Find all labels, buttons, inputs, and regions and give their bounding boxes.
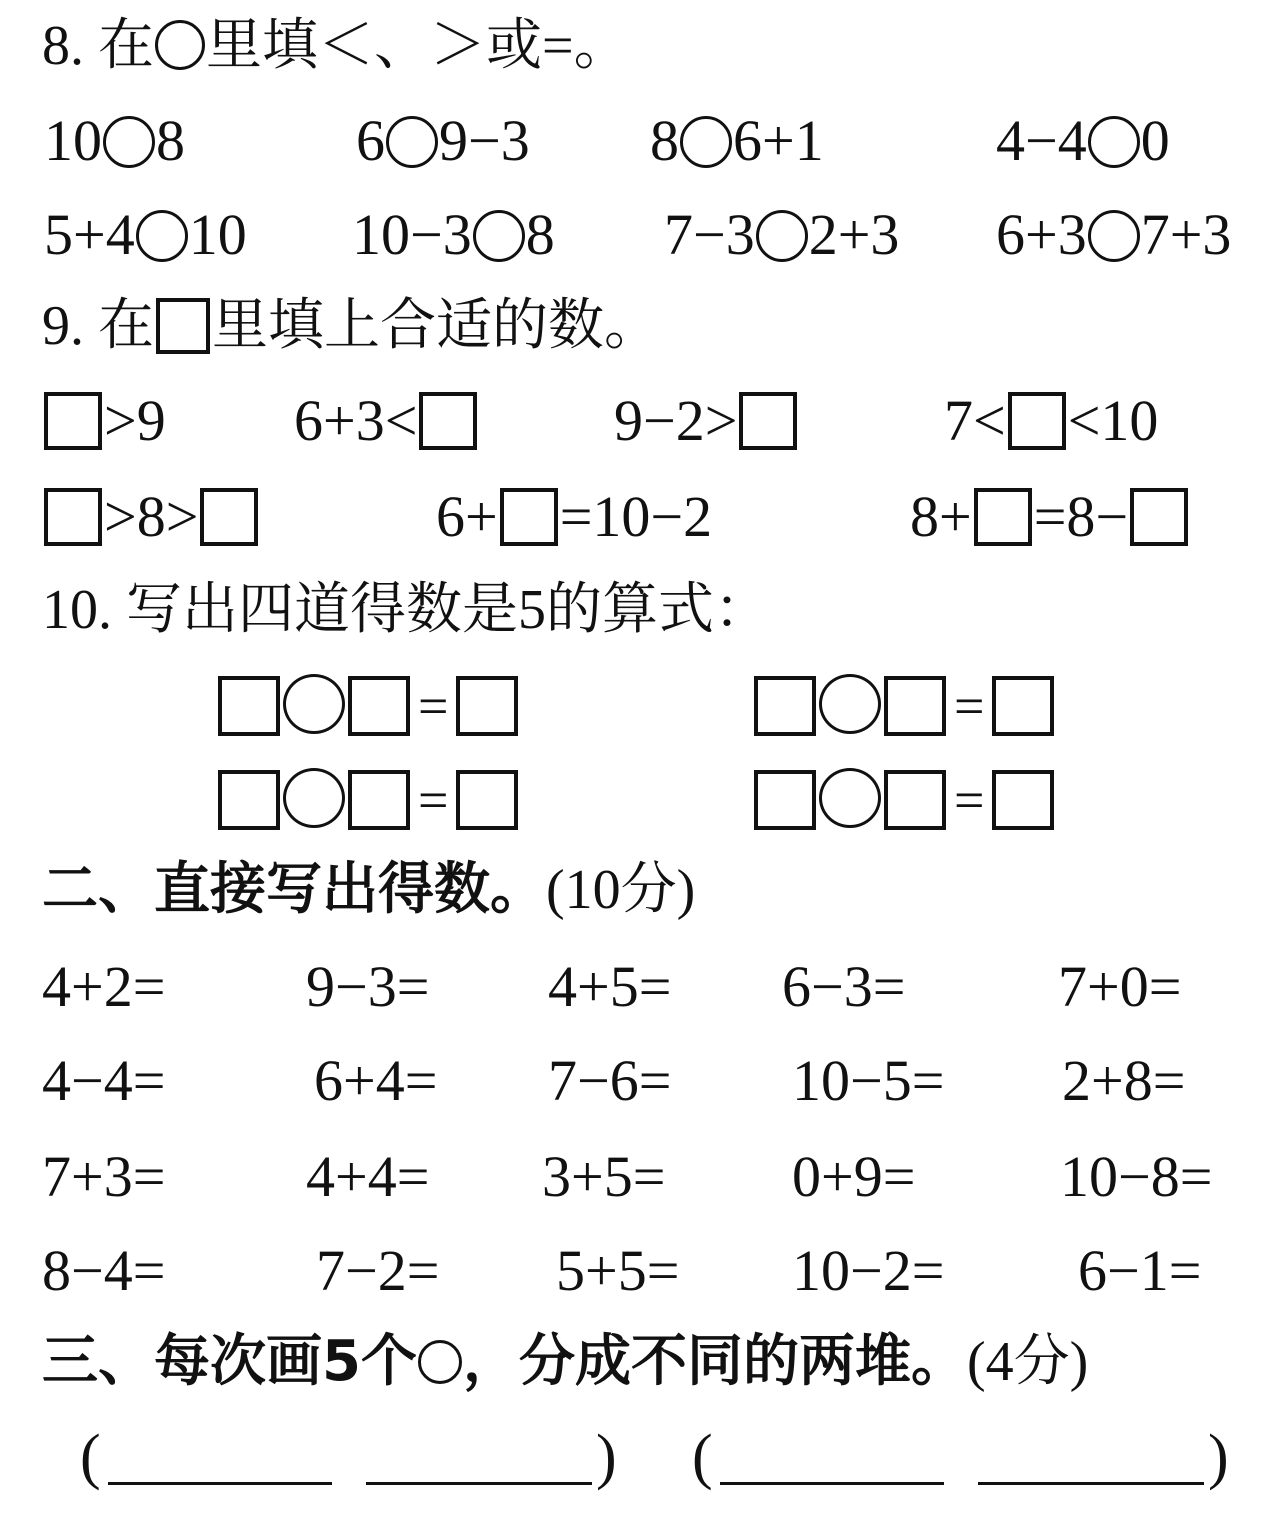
calc-item: 8−4= xyxy=(42,1238,166,1303)
answer-blank[interactable] xyxy=(366,1482,592,1485)
answer-circle[interactable] xyxy=(1088,116,1140,168)
q10-equation: = xyxy=(216,768,520,830)
circle-icon xyxy=(155,20,205,70)
calc-item: 10−2= xyxy=(792,1238,945,1303)
calc-item: 5+5= xyxy=(556,1238,680,1303)
q9-item: 7< <10 xyxy=(944,388,1159,453)
answer-circle[interactable] xyxy=(283,768,345,828)
answer-circle[interactable] xyxy=(819,674,881,734)
q8-number: 8. xyxy=(42,15,84,77)
answer-box[interactable] xyxy=(44,488,102,546)
q8-item: 7−3 2+3 xyxy=(664,202,900,267)
answer-box[interactable] xyxy=(456,676,518,736)
answer-circle[interactable] xyxy=(103,116,155,168)
answer-circle[interactable] xyxy=(283,674,345,734)
answer-box[interactable] xyxy=(348,770,410,830)
answer-blank[interactable] xyxy=(108,1482,332,1485)
q9-item: 9−2> xyxy=(614,392,799,450)
calc-item: 6−1= xyxy=(1078,1238,1202,1303)
answer-box[interactable] xyxy=(218,676,280,736)
answer-box[interactable] xyxy=(200,488,258,546)
answer-circle[interactable] xyxy=(756,210,808,262)
q10-equation: = xyxy=(216,674,520,736)
q8-item: 4−4 0 xyxy=(996,108,1170,173)
answer-box[interactable] xyxy=(754,676,816,736)
q10-equation: = xyxy=(752,768,1056,830)
answer-circle[interactable] xyxy=(819,768,881,828)
answer-circle[interactable] xyxy=(680,116,732,168)
section2-title: 二、直接写出得数。(10分) xyxy=(42,857,696,922)
calc-item: 7+3= xyxy=(42,1144,166,1209)
answer-box[interactable] xyxy=(218,770,280,830)
answer-circle[interactable] xyxy=(473,210,525,262)
calc-item: 4+5= xyxy=(548,954,672,1019)
answer-box[interactable] xyxy=(884,676,946,736)
q10-number: 10. xyxy=(42,579,112,641)
q8-item: 10 8 xyxy=(44,108,185,173)
q8-item: 10−3 8 xyxy=(352,202,555,267)
section3-title: 三、每次画5个 ，分成不同的两堆。(4分) xyxy=(42,1329,1089,1394)
q9-title: 9. 在 里填上合适的数。 xyxy=(42,295,660,357)
calc-item: 4−4= xyxy=(42,1048,166,1113)
calc-item: 7−2= xyxy=(316,1238,440,1303)
open-paren: ( xyxy=(692,1423,713,1491)
calc-item: 7−6= xyxy=(548,1048,672,1113)
q9-item: 6+ =10−2 xyxy=(436,484,713,549)
q9-item: >8> xyxy=(42,488,260,546)
answer-box[interactable] xyxy=(500,488,558,546)
calc-item: 4+4= xyxy=(306,1144,430,1209)
square-icon xyxy=(156,298,210,354)
answer-box[interactable] xyxy=(992,770,1054,830)
q8-title: 8. 在 里填＜、＞或=。 xyxy=(42,15,630,77)
q9-item: 8+ =8− xyxy=(910,488,1190,546)
answer-circle[interactable] xyxy=(386,116,438,168)
answer-box[interactable] xyxy=(348,676,410,736)
q9-item: >9 xyxy=(42,392,166,450)
answer-blank[interactable] xyxy=(720,1482,944,1485)
q8-item: 8 6+1 xyxy=(650,108,824,173)
answer-box[interactable] xyxy=(754,770,816,830)
q9-number: 9. xyxy=(42,295,84,357)
answer-box[interactable] xyxy=(884,770,946,830)
answer-box[interactable] xyxy=(1130,488,1188,546)
q10-equation: = xyxy=(752,674,1056,736)
answer-box[interactable] xyxy=(974,488,1032,546)
circle-icon xyxy=(418,1340,462,1384)
q8-item: 6+3 7+3 xyxy=(996,202,1232,267)
calc-item: 10−5= xyxy=(792,1048,945,1113)
q10-title: 10. 写出四道得数是5的算式： xyxy=(42,579,770,641)
calc-item: 9−3= xyxy=(306,954,430,1019)
answer-box[interactable] xyxy=(44,392,102,450)
calc-item: 0+9= xyxy=(792,1144,916,1209)
calc-item: 7+0= xyxy=(1058,954,1182,1019)
answer-circle[interactable] xyxy=(136,210,188,262)
answer-box[interactable] xyxy=(1008,392,1066,450)
open-paren: ( xyxy=(80,1423,101,1491)
calc-item: 3+5= xyxy=(542,1144,666,1209)
answer-box[interactable] xyxy=(739,392,797,450)
calc-item: 10−8= xyxy=(1060,1144,1213,1209)
answer-box[interactable] xyxy=(992,676,1054,736)
answer-blank[interactable] xyxy=(978,1482,1204,1485)
calc-item: 4+2= xyxy=(42,954,166,1019)
calc-item: 6−3= xyxy=(782,954,906,1019)
close-paren: ) xyxy=(1208,1423,1229,1491)
answer-box[interactable] xyxy=(419,392,477,450)
q9-item: 6+3< xyxy=(294,392,479,450)
close-paren: ) xyxy=(596,1423,617,1491)
calc-item: 6+4= xyxy=(314,1048,438,1113)
answer-box[interactable] xyxy=(456,770,518,830)
calc-item: 2+8= xyxy=(1062,1048,1186,1113)
answer-circle[interactable] xyxy=(1088,210,1140,262)
q8-item: 6 9−3 xyxy=(356,108,530,173)
q8-item: 5+4 10 xyxy=(44,202,247,267)
